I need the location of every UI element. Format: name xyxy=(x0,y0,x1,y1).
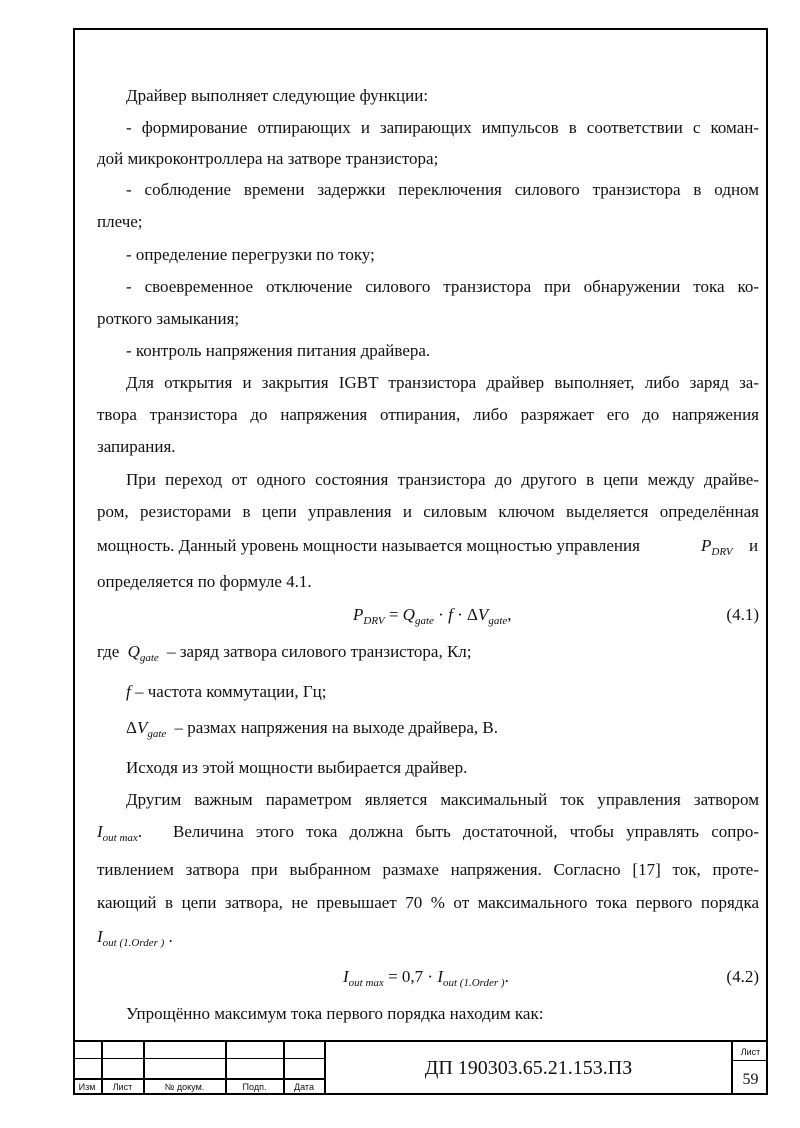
title-block xyxy=(73,1040,768,1095)
text-line: - формирование отпирающих и запирающих импульсов в соответствии с коман- xyxy=(126,118,759,137)
text-line: - определение перегрузки по току; xyxy=(126,245,375,264)
text-line: - соблюдение времени задержки переключения силового транзистора в одном xyxy=(126,180,759,199)
text-line: тивлением затвора при выбранном размахе напряжения. Согласно [17] ток, проте- xyxy=(97,860,759,879)
text-line: запирания. xyxy=(97,437,176,456)
text-line: твора транзистора до напряжения отпирания, либо разряжает его до напряжения xyxy=(97,405,759,424)
sheet-label: Лист xyxy=(740,1047,761,1057)
text-line: При переход от одного состояния транзистора до другого в цепи между драйве- xyxy=(126,470,759,489)
text-line: плече; xyxy=(97,212,143,231)
text-fragment: мощность. Данный уровень мощности называется мощностью управления xyxy=(97,536,640,555)
formula-4-1: $P_{DRV} = Q_{gate} \cdot f \cdot \Delta V_{gate}$, xyxy=(353,605,512,627)
symbol-i-out-order: $I_{out (1.Order )}$ . xyxy=(97,927,173,949)
stamp-col-docnum: № докум. xyxy=(164,1082,205,1092)
stamp-col-data: Дата xyxy=(294,1082,314,1092)
definition-f: f – частота коммутации, Гц; xyxy=(126,682,327,701)
text-line: Исходя из этой мощности выбирается драйвер. xyxy=(126,758,468,777)
text-fragment: и xyxy=(749,536,759,555)
formula-number: (4.2) xyxy=(726,967,759,986)
text-line: кающий в цепи затвора, не превышает 70 % от максимального тока первого порядка xyxy=(97,893,759,912)
stamp-col-izm: Изм xyxy=(78,1082,96,1092)
definition-delta-v: $\Delta V_{gate}$ – размах напряжения на выходе драйвера, В. xyxy=(126,718,498,740)
text-line: Для открытия и закрытия IGBT транзистора драйвер выполняет, либо заряд за- xyxy=(126,373,759,392)
document-code: ДП 190303.65.21.153.ПЗ xyxy=(424,1057,633,1079)
text-line: Упрощённо максимум тока первого порядка находим как: xyxy=(126,1004,544,1023)
stamp-col-list: Лист xyxy=(112,1082,133,1092)
symbol-p-drv: $P_{DRV}$ xyxy=(701,536,733,558)
stamp-col-podp: Подп. xyxy=(242,1082,267,1092)
definition-q-gate: где $Q_{gate}$ – заряд затвора силового транзистора, Кл; xyxy=(97,642,472,664)
text-line-with-symbol xyxy=(97,536,759,556)
text-line: ром, резисторами в цепи управления и силовым ключом выделяется определённая xyxy=(97,502,759,521)
text-line: Драйвер выполняет следующие функции: xyxy=(126,86,429,105)
formula-4-2: $I_{out max} = 0,7 \cdot I_{out (1.Order )}$. xyxy=(343,967,509,989)
text-line: дой микроконтроллера на затворе транзистора; xyxy=(97,149,439,168)
text-line: - своевременное отключение силового транзистора при обнаружении тока ко- xyxy=(126,277,759,296)
text-line-with-symbol: $I_{out max}$. Величина этого тока должна быть достаточной, чтобы управлять сопро- xyxy=(97,822,759,844)
text-line: - контроль напряжения питания драйвера. xyxy=(126,341,431,360)
formula-number: (4.1) xyxy=(726,605,759,624)
text-line: определяется по формуле 4.1. xyxy=(97,572,312,591)
sheet-number: 59 xyxy=(742,1071,759,1088)
text-line: роткого замыкания; xyxy=(97,309,240,328)
text-line: Другим важным параметром является максимальный ток управления затвором xyxy=(126,790,759,809)
